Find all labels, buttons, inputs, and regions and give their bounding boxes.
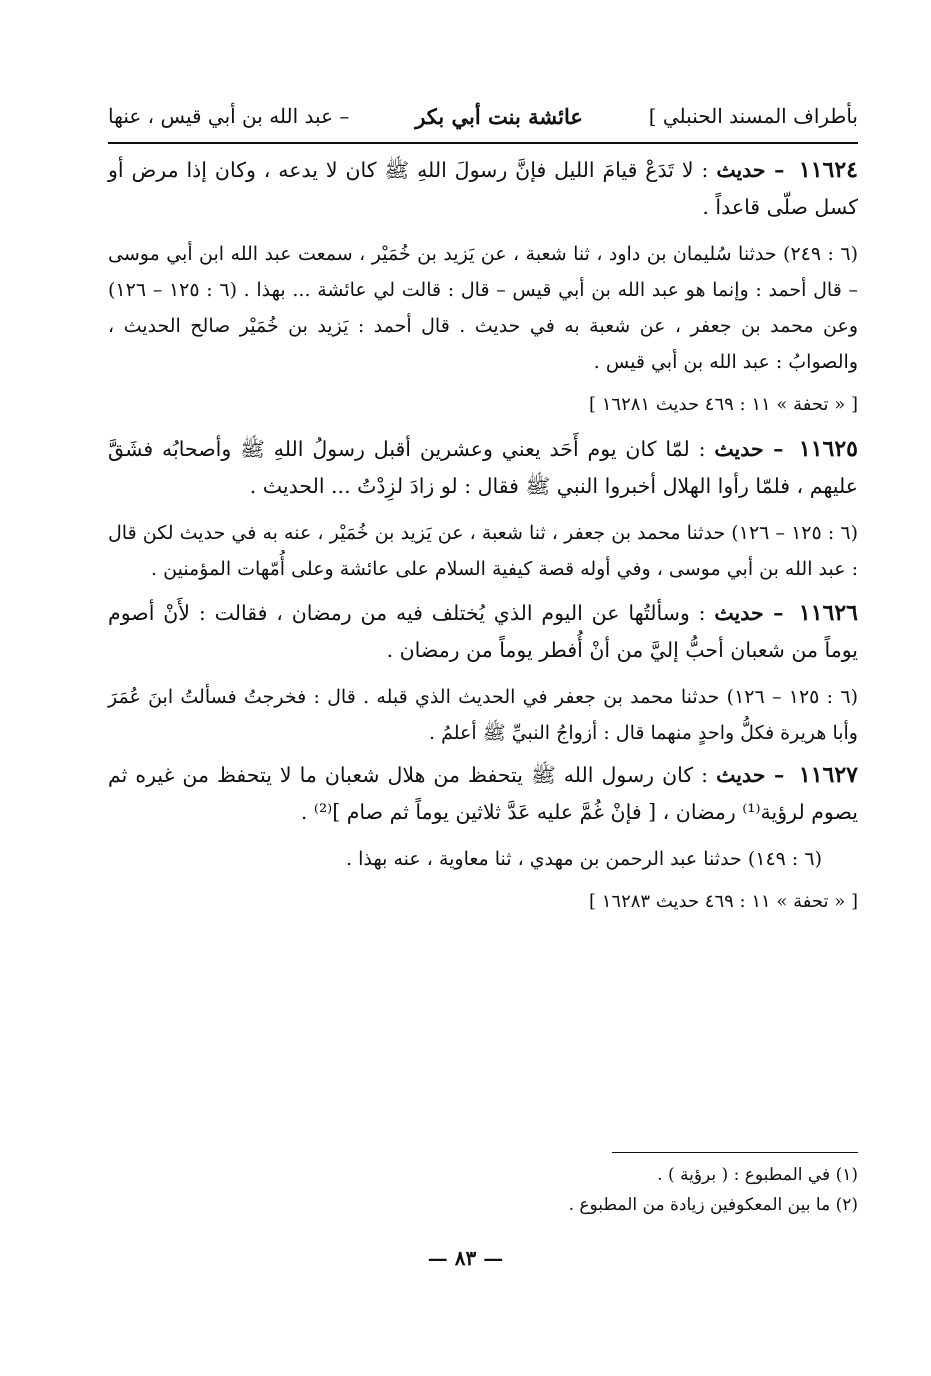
hadith-label: حديث bbox=[716, 158, 766, 182]
header-rule bbox=[108, 142, 858, 144]
hadith-entry: ١١٦٢٤ – حديث : لا تَدَعْ قيامَ الليل فإنَّ رسولَ اللهِ ﷺ كان لا يدعه ، وكان إذا مرض أو كسل صلّى قاعداً . bbox=[108, 157, 858, 219]
footnote: (٢) ما بين المعكوفين زيادة من المطبوع . bbox=[568, 1195, 858, 1215]
running-header bbox=[108, 96, 858, 136]
hadith-entry: ١١٦٢٧ – حديث : كان رسول الله ﷺ يتحفظ من هلال شعبان ما لا يتحفظ من غيره ثم يصوم لرؤية⁽¹⁾ رمضان ، [ فإنْ غُمَّ عليه عَدَّ ثلاثين يوماً ثم صام ]⁽²⁾ . bbox=[108, 762, 858, 824]
page-number: — ٨٣ — bbox=[427, 1246, 504, 1270]
hadith-text: : وسألتُها عن اليوم الذي يُختلف فيه من رمضان ، فقالت : لأَنْ أصوم يوماً من شعبان أحبُّ إليَّ من أنْ أُفطر يوماً من رمضان . bbox=[108, 601, 858, 662]
page-body bbox=[108, 152, 858, 928]
header-chapter-title: عائشة بنت أبي بكر bbox=[415, 103, 583, 129]
footnote: (١) في المطبوع : ( برؤية ) . bbox=[657, 1165, 858, 1185]
hadith-number: ١١٦٢٤ bbox=[798, 157, 858, 183]
footnotes bbox=[108, 1160, 858, 1220]
hadith-entry: ١١٦٢٥ – حديث : لمّا كان يوم أَحَد يعني وعشرين أقبل رسولُ اللهِ ﷺ وأصحابُه فشَقَّ عليهم ، فلمّا رأوا الهلال أخبروا النبي ﷺ فقال : لو زادَ لزِدْتُ ... الحديث . bbox=[108, 436, 858, 498]
isnad-paragraph: (٦ : ١٢٥ – ١٢٦) حدثنا محمد بن جعفر في الحديث الذي قبله . قال : فخرجتُ فسألتُ ابنَ عُمَرَ وأبا هريرة فكلُّ واحدٍ منهما قال : أزواجُ النبيِّ ﷺ أعلمُ . bbox=[108, 686, 858, 744]
footnote-rule bbox=[612, 1152, 858, 1153]
hadith-entry: ١١٦٢٦ – حديث : وسألتُها عن اليوم الذي يُختلف فيه من رمضان ، فقالت : لأَنْ أصوم يوماً من شعبان أحبُّ إليَّ من أنْ أُفطر يوماً من رمضان . bbox=[108, 600, 858, 662]
isnad-paragraph: (٦ : ١٢٥ – ١٢٦) حدثنا محمد بن جعفر ، ثنا شعبة ، عن يَزيد بن خُمَيْر ، عنه به في حديث لكن قال : عبد الله بن أبي موسى ، وفي أوله قصة كيفية السلام على عائشة وعلى أُمّهات المؤمنين . bbox=[108, 522, 858, 580]
isnad-paragraph: (٦ : ١٤٩) حدثنا عبد الرحمن بن مهدي ، ثنا معاوية ، عنه بهذا . bbox=[346, 848, 822, 870]
header-book-title: بأطراف المسند الحنبلي ] bbox=[648, 104, 858, 128]
hadith-label: حديث bbox=[714, 437, 764, 461]
hadith-text: : لمّا كان يوم أَحَد يعني وعشرين أقبل رسولُ اللهِ ﷺ وأصحابُه فشَقَّ عليهم ، فلمّا رأوا الهلال أخبروا النبي ﷺ فقال : لو زادَ لزِدْتُ ... الحديث . bbox=[108, 437, 858, 498]
isnad-paragraph: (٦ : ٢٤٩) حدثنا سُليمان بن داود ، ثنا شعبة ، عن يَزيد بن خُمَيْر ، سمعت عبد الله ابن أبي موسى – قال أحمد : وإنما هو عبد الله بن أبي قيس – قال : قالت لي عائشة ... بهذا . (٦ : ١٢٥ – ١٢٦) وعن محمد بن جعفر ، عن شعبة به في حديث . قال أحمد : يَزيد بن خُمَيْر صالح الحديث ، والصوابُ : عبد الله بن أبي قيس . bbox=[108, 243, 858, 373]
hadith-number: ١١٦٢٥ bbox=[798, 436, 858, 462]
hadith-text: : كان رسول الله ﷺ يتحفظ من هلال شعبان ما لا يتحفظ من غيره ثم يصوم لرؤية⁽¹⁾ رمضان ، [ فإنْ غُمَّ عليه عَدَّ ثلاثين يوماً ثم صام ]⁽²⁾ . bbox=[108, 763, 858, 824]
tuhfa-reference: [ « تحفة » ١١ : ٤٦٩ حديث ١٦٢٨٣ ] bbox=[589, 891, 858, 912]
hadith-number: ١١٦٢٦ bbox=[798, 600, 858, 626]
hadith-label: حديث bbox=[716, 763, 766, 787]
tuhfa-reference: [ « تحفة » ١١ : ٤٦٩ حديث ١٦٢٨١ ] bbox=[589, 394, 858, 415]
hadith-number: ١١٦٢٧ bbox=[798, 762, 858, 788]
hadith-text: : لا تَدَعْ قيامَ الليل فإنَّ رسولَ اللهِ ﷺ كان لا يدعه ، وكان إذا مرض أو كسل صلّى قاعداً . bbox=[108, 158, 858, 219]
header-subchapter: – عبد الله بن أبي قيس ، عنها bbox=[108, 104, 350, 128]
hadith-label: حديث bbox=[714, 601, 764, 625]
